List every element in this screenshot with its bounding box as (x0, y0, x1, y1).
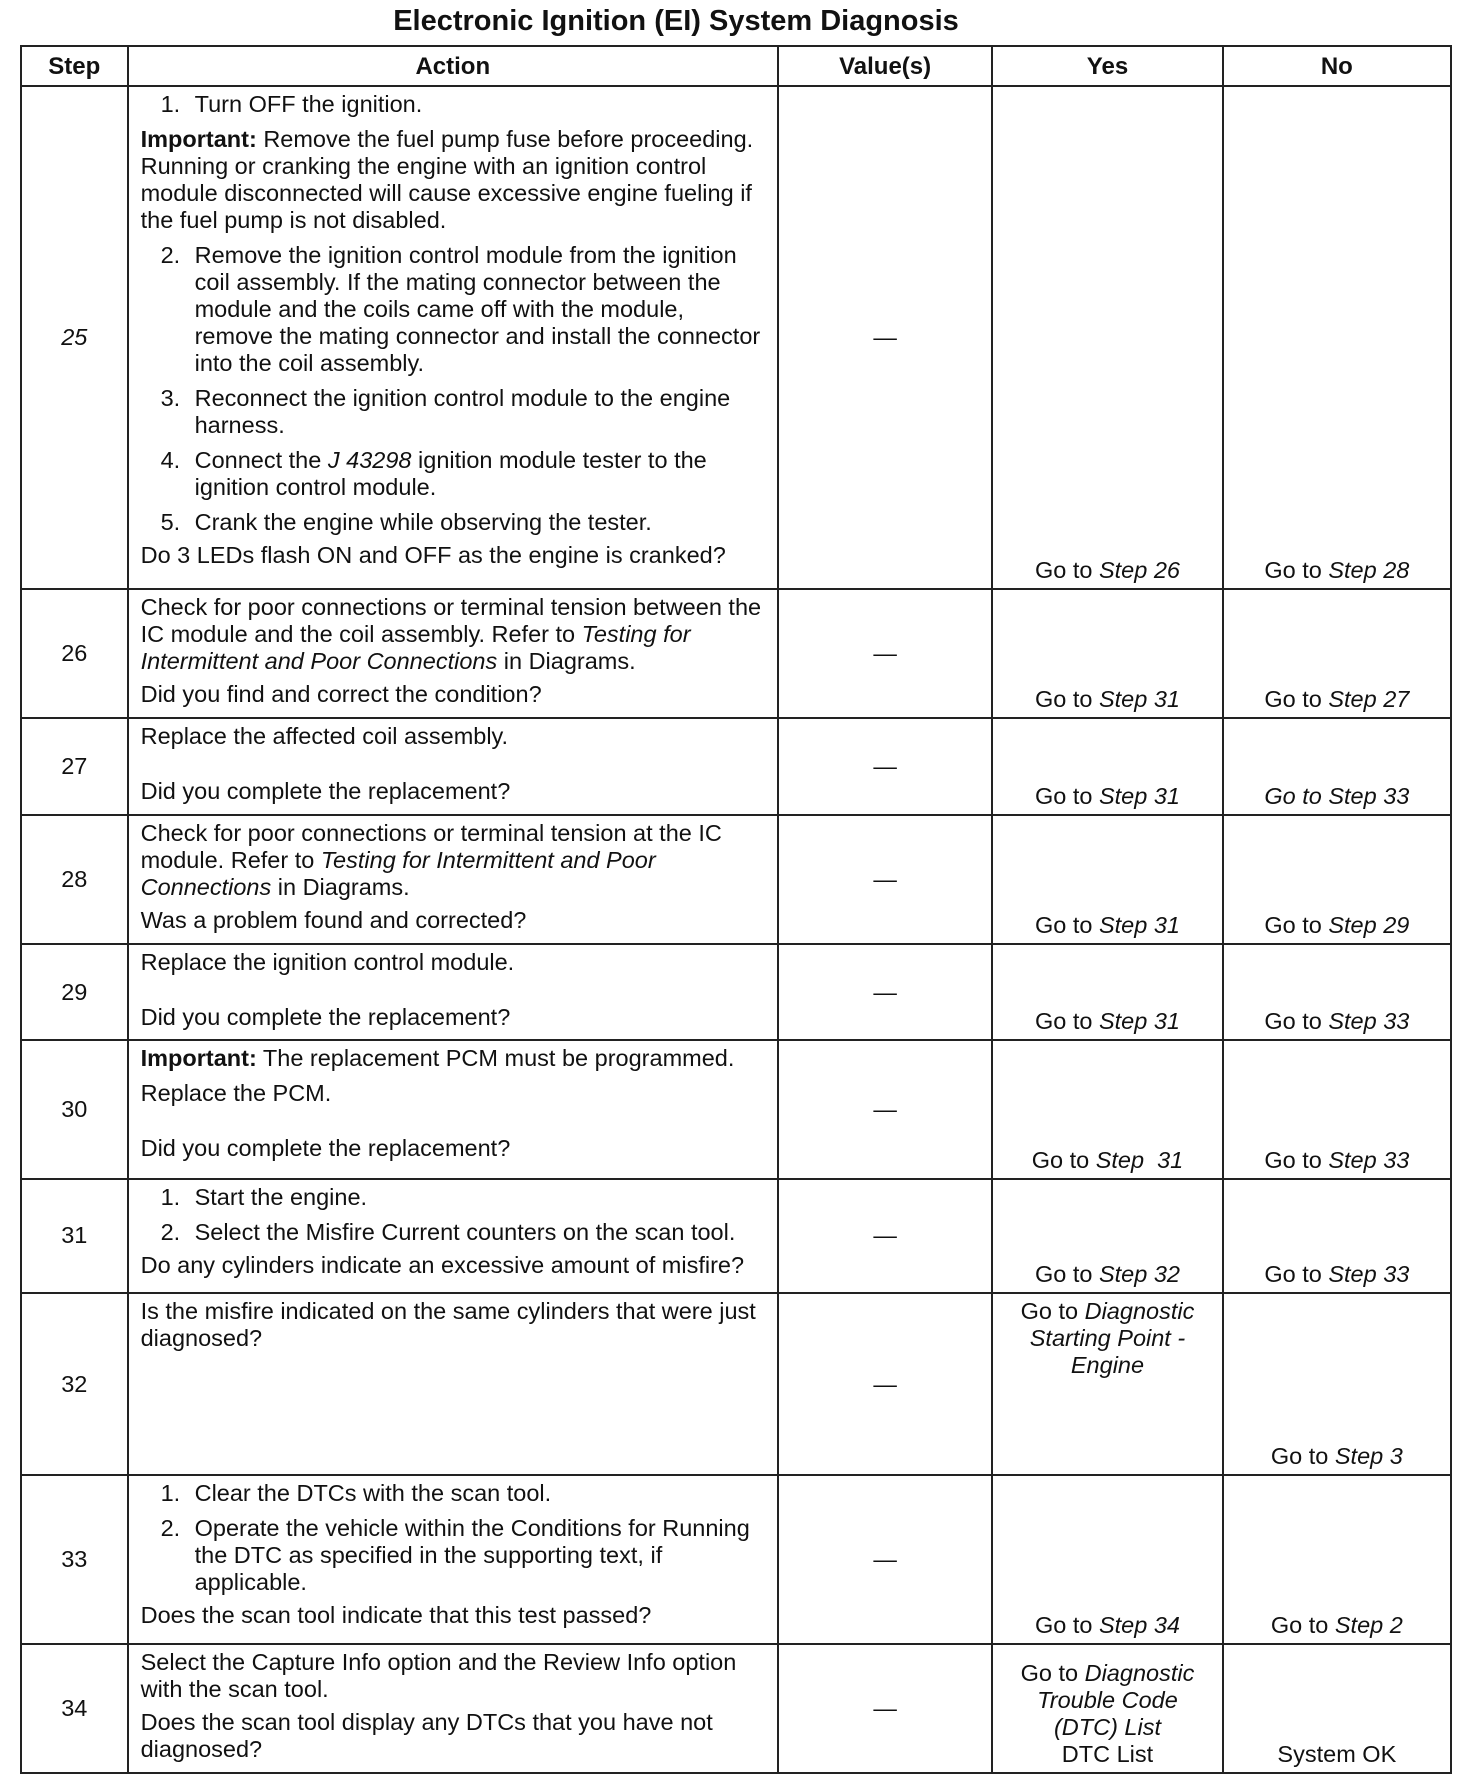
yes-goto: Go to Step 32 (1034, 1260, 1180, 1287)
diagnosis-table (20, 45, 1452, 1774)
step-number: 31 (21, 1179, 128, 1293)
yes-cell (992, 1475, 1222, 1643)
action-cell (128, 718, 778, 814)
table-row (21, 1644, 1451, 1773)
list-item: 3. Reconnect the ignition control module to the engine harness. (160, 385, 731, 439)
yes-cell (992, 1293, 1222, 1476)
yes-goto: Go to Step 34 (1034, 1611, 1180, 1638)
action-cell (128, 944, 778, 1040)
no-cell (1223, 1644, 1451, 1773)
yes-cell (992, 815, 1222, 944)
question: Did you find and correct the condition? (140, 680, 542, 707)
table-row (21, 815, 1451, 944)
step-number: 25 (21, 86, 128, 589)
header-no: No (1223, 46, 1451, 86)
no-goto: Go to Step 29 (1264, 911, 1410, 938)
question: Does the scan tool display any DTCs that you have not diagnosed? (140, 1708, 713, 1762)
table-row (21, 1475, 1451, 1643)
no-cell (1223, 944, 1451, 1040)
step-number: 27 (21, 718, 128, 814)
no-cell (1223, 86, 1451, 589)
action-text: Replace the affected coil assembly. (140, 723, 509, 750)
header-action: Action (128, 46, 778, 86)
step-number: 30 (21, 1040, 128, 1179)
no-goto: Go to Step 3 (1270, 1443, 1403, 1470)
question: Do 3 LEDs flash ON and OFF as the engine is cranked? (140, 542, 726, 569)
list-item: 4. Connect the J 43298 ignition module tester to the ignition control module. (160, 447, 707, 501)
yes-goto: Go to Diagnostic Starting Point - Engine (1020, 1297, 1195, 1378)
action-cell (128, 1293, 778, 1476)
step-number: 26 (21, 589, 128, 718)
no-cell (1223, 589, 1451, 718)
action-cell (128, 86, 778, 589)
action-cell (128, 1040, 778, 1179)
important-note: Important: The replacement PCM must be programmed. (140, 1045, 735, 1072)
question: Does the scan tool indicate that this test passed? (140, 1602, 652, 1629)
question: Do any cylinders indicate an excessive amount of misfire? (140, 1251, 745, 1278)
no-goto: Go to Step 28 (1264, 556, 1410, 583)
action-text: Check for poor connections or terminal tension between the IC module and the coil assembly. Refer to Testing for Intermittent and Poor Connections in Diagrams. (140, 593, 762, 674)
table-row (21, 86, 1451, 589)
no-goto: Go to Step 33 (1264, 1260, 1410, 1287)
action-cell (128, 589, 778, 718)
question: Is the misfire indicated on the same cylinders that were just diagnosed? (140, 1297, 756, 1351)
value-cell: — (778, 1644, 992, 1773)
no-cell (1223, 1040, 1451, 1179)
yes-cell (992, 1179, 1222, 1293)
no-goto: Go to Step 2 (1270, 1611, 1403, 1638)
action-cell (128, 815, 778, 944)
no-result: System OK (1277, 1741, 1397, 1767)
action-text: Replace the PCM. (140, 1080, 332, 1107)
list-item: 1. Clear the DTCs with the scan tool. (160, 1480, 552, 1507)
yes-goto: Go to Step 31 (1034, 782, 1180, 809)
no-cell (1223, 1475, 1451, 1643)
yes-cell (992, 944, 1222, 1040)
table-row (21, 1179, 1451, 1293)
no-cell (1223, 815, 1451, 944)
step-number: 28 (21, 815, 128, 944)
header-yes: Yes (992, 46, 1222, 86)
list-item: 2. Operate the vehicle within the Conditions for Running the DTC as specified in the supporting text, if applicable. (160, 1515, 750, 1596)
value-cell: — (778, 1475, 992, 1643)
list-item: 5. Crank the engine while observing the tester. (160, 509, 652, 536)
no-cell (1223, 1179, 1451, 1293)
yes-cell (992, 1040, 1222, 1179)
action-text: Check for poor connections or terminal tension at the IC module. Refer to Testing for Intermittent and Poor Connections in Diagrams. (140, 819, 722, 900)
table-header-row (21, 46, 1451, 86)
table-row (21, 718, 1451, 814)
header-values: Value(s) (778, 46, 992, 86)
no-goto: Go to Step 33 (1264, 1146, 1410, 1173)
no-goto: Go to Step 33 (1264, 1008, 1410, 1035)
value-cell: — (778, 1179, 992, 1293)
list-item: 2. Remove the ignition control module from the ignition coil assembly. If the mating connector between the module and the coils came off with the module, remove the mating connector and install the connector into the coil assembly. (160, 242, 761, 377)
value-cell: — (778, 1040, 992, 1179)
table-row (21, 589, 1451, 718)
yes-goto: Go to Step 31 (1031, 1146, 1184, 1173)
no-cell (1223, 1293, 1451, 1476)
value-cell: — (778, 718, 992, 814)
step-number: 32 (21, 1293, 128, 1476)
list-item: 1. Start the engine. (160, 1183, 368, 1210)
value-cell: — (778, 944, 992, 1040)
document-title: Electronic Ignition (EI) System Diagnosis (393, 5, 959, 37)
yes-goto: Go to Step 31 (1034, 911, 1180, 938)
yes-goto: Go to Step 26 (1034, 556, 1180, 583)
header-step: Step (21, 46, 128, 86)
no-cell (1223, 718, 1451, 814)
important-note: Important: Remove the fuel pump fuse before proceeding. Running or cranking the engine with an ignition control module disconnected will cause excessive engine fueling if the fuel pump is not disabled. (140, 126, 754, 234)
no-goto: Go to Step 27 (1264, 686, 1410, 713)
list-item: 1. Turn OFF the ignition. (160, 91, 423, 118)
question: Did you complete the replacement? (140, 778, 511, 805)
yes-cell (992, 1644, 1222, 1773)
question: Was a problem found and corrected? (140, 906, 527, 933)
value-cell: — (778, 589, 992, 718)
yes-goto: Go to Diagnostic Trouble Code (DTC) List DTC List (1020, 1660, 1195, 1767)
yes-cell (992, 86, 1222, 589)
action-text: Select the Capture Info option and the Review Info option with the scan tool. (140, 1648, 737, 1702)
step-number: 34 (21, 1644, 128, 1773)
value-cell: — (778, 86, 992, 589)
step-number: 29 (21, 944, 128, 1040)
action-cell (128, 1475, 778, 1643)
tool-reference: J 43298 (327, 447, 412, 474)
action-cell (128, 1644, 778, 1773)
step-number: 33 (21, 1475, 128, 1643)
table-row (21, 944, 1451, 1040)
question: Did you complete the replacement? (140, 1135, 511, 1162)
table-row (21, 1293, 1451, 1476)
no-goto: Go to Step 33 (1264, 782, 1410, 809)
yes-cell (992, 718, 1222, 814)
yes-cell (992, 589, 1222, 718)
value-cell: — (778, 1293, 992, 1476)
yes-goto: Go to Step 31 (1034, 1008, 1180, 1035)
yes-goto: Go to Step 31 (1034, 686, 1180, 713)
value-cell: — (778, 815, 992, 944)
question: Did you complete the replacement? (140, 1003, 511, 1030)
action-text: Replace the ignition control module. (140, 948, 515, 975)
action-cell (128, 1179, 778, 1293)
table-row (21, 1040, 1451, 1179)
list-item: 2. Select the Misfire Current counters on the scan tool. (160, 1218, 736, 1245)
